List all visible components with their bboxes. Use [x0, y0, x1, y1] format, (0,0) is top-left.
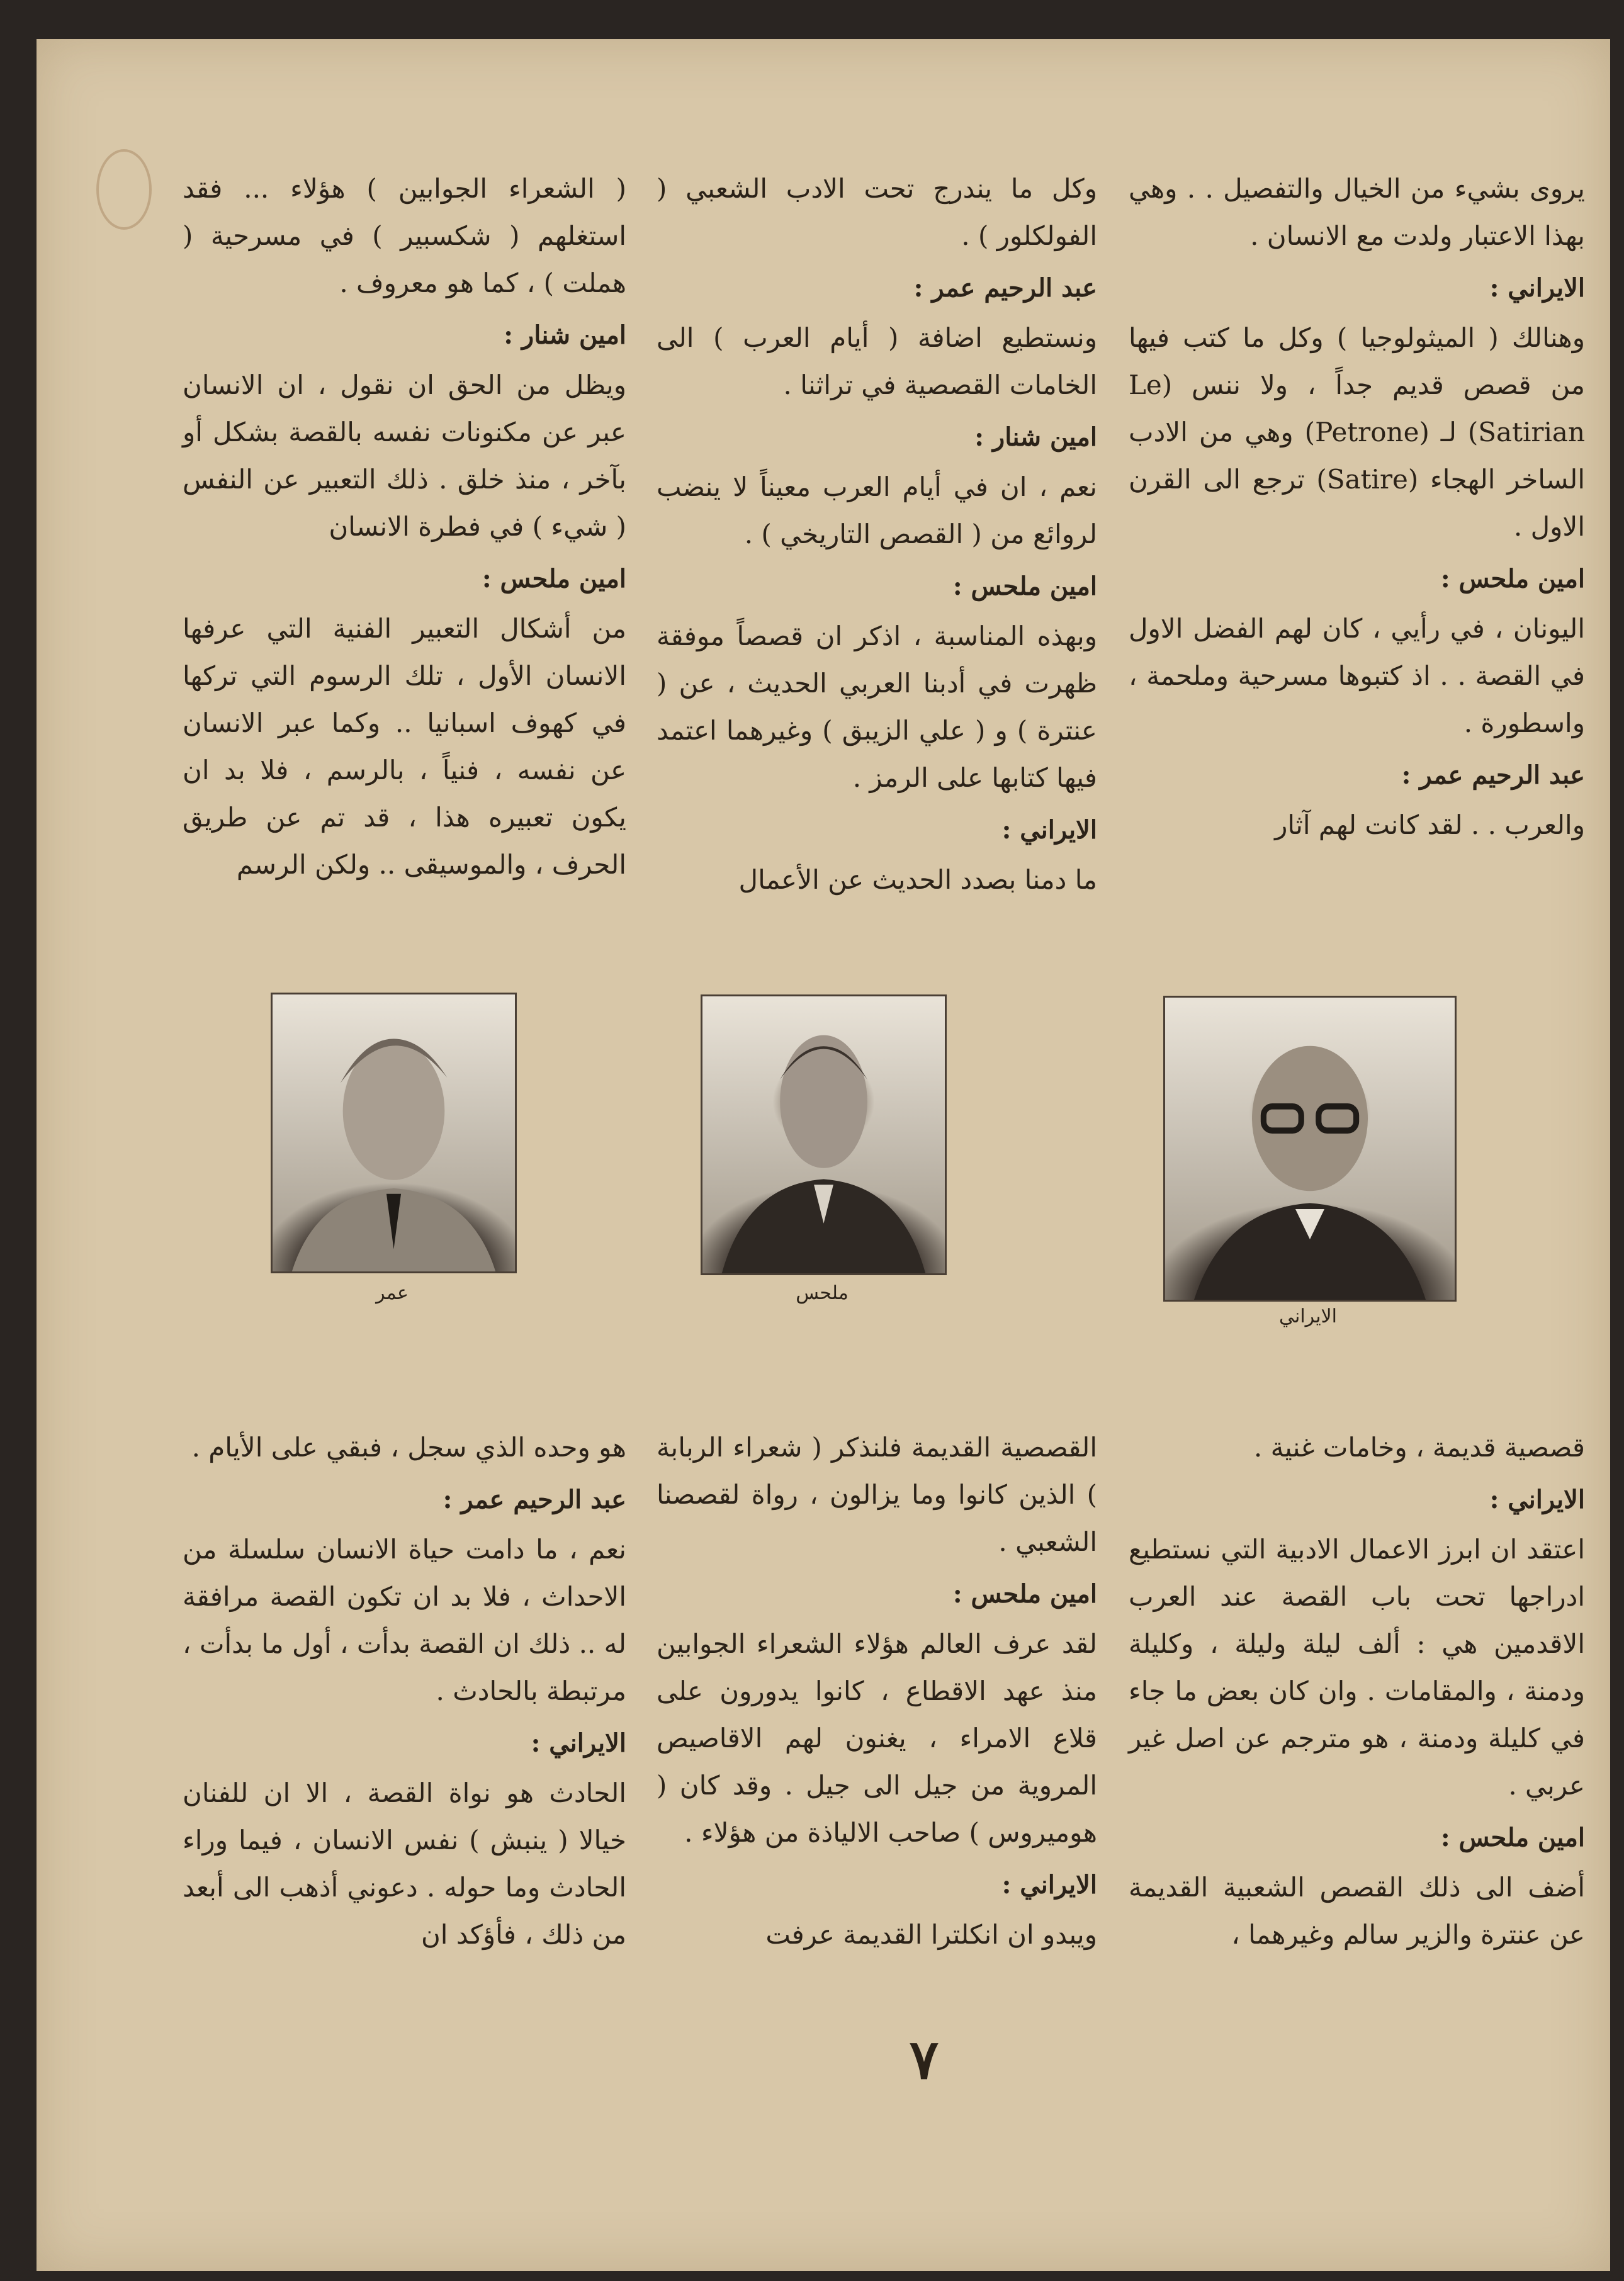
- column-paragraph: لقد عرف العالم هؤلاء الشعراء الجوابين منذ عهد الاقطاع ، كانوا يدورون على قلاع الامراء ، يغنون لهم الاقاصيص المروية من جيل الى جيل . وقد كان ( هوميروس ) صاحب الالياذة من هؤلاء .: [657, 1628, 1097, 1848]
- speaker-name: امين ملحس :: [1440, 564, 1585, 594]
- speaker-name: الايراني :: [531, 1728, 626, 1758]
- photo-omar: [271, 993, 517, 1273]
- column-paragraph: من أشكال التعبير الفنية التي عرفها الانسان الأول ، تلك الرسوم التي تركها في كهوف اسبانيا .. وكما عبر الانسان عن نفسه ، فنياً ، بالرسم ، فلا بد ان يكون تعبيره هذا ، قد تم عن طريق الحرف ، والموسيقى .. ولكن الرسم: [183, 613, 626, 880]
- column-paragraph: نعم ، ان في أيام العرب معيناً لا ينضب لروائع من ( القصص التاريخي ) .: [657, 471, 1097, 549]
- column-paragraph: هو وحده الذي سجل ، فبقي على الأيام .: [191, 1432, 626, 1463]
- magazine-page: [37, 39, 1610, 2271]
- column-paragraph: الحادث هو نواة القصة ، الا ان للفنان خيالا ( ينبش ) نفس الانسان ، فيما وراء الحادث وما حوله . دعوني أذهب الى أبعد من ذلك ، فأؤكد ان: [183, 1777, 626, 1950]
- page-number: ٧: [909, 2028, 939, 2092]
- column-paragraph: ويبدو ان انكلترا القديمة عرفت: [765, 1919, 1097, 1950]
- column-paragraph: يروى بشيء من الخيال والتفصيل . . وهي بهذا الاعتبار ولدت مع الانسان .: [1129, 173, 1585, 251]
- speaker-name: الايراني :: [1001, 815, 1097, 845]
- column-paragraph: وكل ما يندرج تحت الادب الشعبي ( الفولكلور ) .: [657, 173, 1097, 251]
- column-paragraph: وبهذه المناسبة ، اذكر ان قصصاً موفقة ظهرت في أدبنا العربي الحديث ، عن ( عنترة ) و ( علي الزيبق ) وغيرهما اعتمد فيها كتابها على الرمز .: [657, 621, 1097, 793]
- column-paragraph: قصصية قديمة ، وخامات غنية .: [1253, 1432, 1585, 1463]
- speaker-name: عبد الرحيم عمر :: [443, 1485, 626, 1514]
- library-stamp-mark: [96, 149, 152, 230]
- column-paragraph: القصصية القديمة فلنذكر ( شعراء الربابة ) الذين كانوا وما يزالون ، رواة لقصصنا الشعبي .: [657, 1432, 1097, 1557]
- photo-caption-iranian: الايراني: [1278, 1305, 1338, 1327]
- photo-caption-omar: عمر: [376, 1282, 409, 1304]
- column-right-bottom: [1129, 1424, 1585, 1963]
- speaker-name: امين ملحس :: [1440, 1823, 1585, 1852]
- speaker-name: عبد الرحيم عمر :: [913, 273, 1097, 303]
- column-middle-top: [657, 165, 1097, 908]
- column-paragraph: نعم ، ما دامت حياة الانسان سلسلة من الاحداث ، فلا بد ان تكون القصة مرافقة له .. ذلك ان القصة بدأت ، أول ما بدأت ، مرتبطة بالحادث .: [183, 1534, 626, 1706]
- column-paragraph: ويظل من الحق ان نقول ، ان الانسان عبر عن مكنونات نفسه بالقصة بشكل أو بآخر ، منذ خلق . ذلك التعبير عن النفس ( شيء ) في فطرة الانسان: [183, 369, 626, 542]
- speaker-name: امين شنار :: [974, 422, 1097, 452]
- column-middle-bottom: [657, 1424, 1097, 1963]
- speaker-name: امين ملحس :: [952, 1579, 1097, 1609]
- photo-iranian: [1163, 996, 1457, 1302]
- column-right-top: [1129, 165, 1585, 853]
- column-left-top: [183, 165, 626, 893]
- column-paragraph: ( الشعراء الجوابين ) هؤلاء ... فقد استغلهم ( شكسبير ) في مسرحية ( هملت ) ، كما هو معروف .: [183, 173, 626, 298]
- speaker-name: الايراني :: [1489, 273, 1585, 303]
- column-paragraph: أضف الى ذلك القصص الشعبية القديمة عن عنترة والزير سالم وغيرهما ،: [1129, 1872, 1585, 1950]
- column-paragraph: ما دمنا بصدد الحديث عن الأعمال: [738, 864, 1097, 895]
- speaker-name: امين ملحس :: [482, 564, 626, 594]
- column-paragraph: وهنالك ( الميثولوجيا ) وكل ما كتب فيها من قصص قديم جداً ، ولا ننس (Le Satirian) لـ (Petrone) وهي من الادب الساخر الهجاء (Satire) ترجع الى القرن الاول .: [1129, 322, 1585, 542]
- photo-caption-malhas: ملحس: [796, 1282, 849, 1304]
- speaker-name: عبد الرحيم عمر :: [1401, 760, 1585, 790]
- photo-malhas: [701, 994, 947, 1275]
- column-left-bottom: [183, 1424, 626, 1963]
- column-paragraph: والعرب . . لقد كانت لهم آثار: [1275, 809, 1585, 840]
- column-paragraph: ونستطيع اضافة ( أيام العرب ) الى الخامات القصصية في تراثنا .: [657, 322, 1097, 400]
- speaker-name: امين ملحس :: [952, 572, 1097, 601]
- column-paragraph: اليونان ، في رأيي ، كان لهم الفضل الاول في القصة . . اذ كتبوها مسرحية وملحمة ، واسطورة .: [1129, 613, 1585, 738]
- speaker-name: امين شنار :: [504, 320, 626, 350]
- speaker-name: الايراني :: [1001, 1870, 1097, 1900]
- column-paragraph: اعتقد ان ابرز الاعمال الادبية التي نستطيع ادراجها تحت باب القصة عند العرب الاقدمين هي : ألف ليلة وليلة ، وكليلة ودمنة ، والمقامات . وان كان بعض ما جاء في كليلة ودمنة ، هو مترجم عن اصل غير عربي .: [1129, 1534, 1585, 1801]
- speaker-name: الايراني :: [1489, 1485, 1585, 1514]
